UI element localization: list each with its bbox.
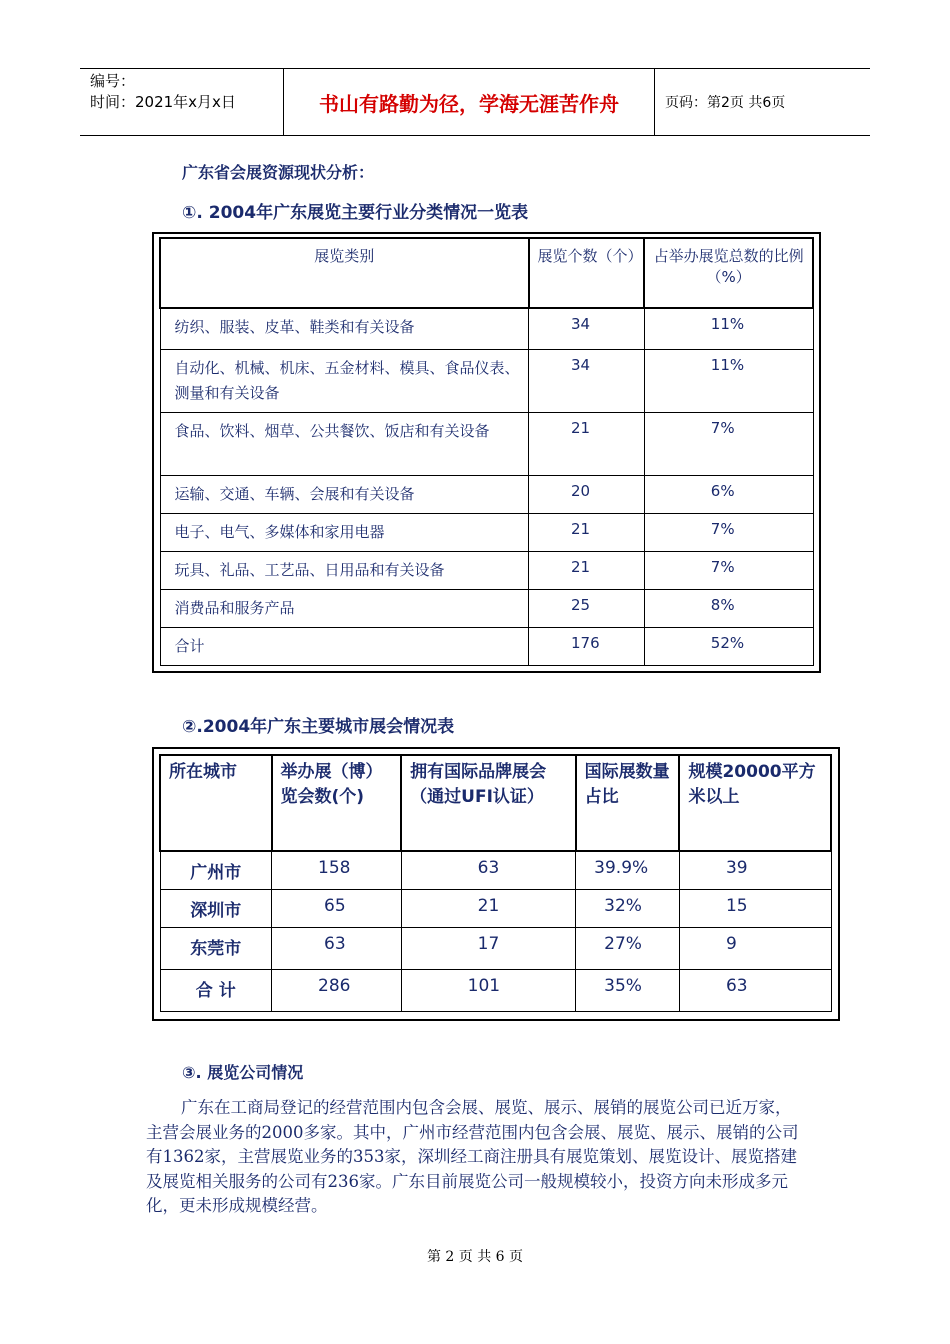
row-count: 34 (529, 308, 645, 349)
row-percent: 11% (644, 308, 813, 349)
row-ratio: 35% (576, 969, 680, 1011)
row-count: 176 (529, 627, 645, 665)
row-percent: 52% (644, 627, 813, 665)
row-ufi: 63 (401, 851, 576, 889)
header-meta (80, 69, 283, 135)
row-category: 电子、电气、多媒体和家用电器 (160, 513, 529, 551)
row-percent: 7% (644, 412, 813, 475)
row-city: 广州市 (160, 851, 272, 889)
row-fairs: 63 (272, 927, 402, 969)
row-ratio: 32% (576, 889, 680, 927)
table-row (160, 889, 831, 927)
row-fairs: 65 (272, 889, 402, 927)
row-count: 21 (529, 513, 645, 551)
row-city: 东莞市 (160, 927, 272, 969)
table1-title: ①. 2004年广东展览主要行业分类情况一览表 (182, 203, 529, 223)
row-count: 20 (529, 475, 645, 513)
industry-table (159, 237, 814, 666)
table-header-row (160, 238, 813, 308)
table2-title: ②.2004年广东主要城市展会情况表 (182, 717, 455, 737)
table-row (160, 412, 813, 475)
header-city: 所在城市 (160, 755, 272, 851)
row-category: 合计 (160, 627, 529, 665)
table-row (160, 308, 813, 349)
row-percent: 8% (644, 589, 813, 627)
header-date: 时间：2021年x月x日 (90, 93, 236, 111)
header-large: 规模20000平方米以上 (679, 755, 831, 851)
row-category: 消费品和服务产品 (160, 589, 529, 627)
row-large: 9 (679, 927, 831, 969)
header-ratio: 国际展数量占比 (576, 755, 680, 851)
header-ufi: 拥有国际品牌展会（通过UFI认证） (401, 755, 576, 851)
row-percent: 11% (644, 349, 813, 412)
header-motto: 书山有路勤为径，学海无涯苦作舟 (283, 69, 655, 135)
header-count: 展览个数（个） (529, 238, 645, 308)
header-category: 展览类别 (160, 238, 529, 308)
table-row (160, 475, 813, 513)
row-category: 玩具、礼品、工艺品、日用品和有关设备 (160, 551, 529, 589)
row-ufi: 101 (401, 969, 576, 1011)
row-ufi: 21 (401, 889, 576, 927)
row-count: 21 (529, 412, 645, 475)
page-header (80, 68, 870, 136)
table-row (160, 349, 813, 412)
row-percent: 6% (644, 475, 813, 513)
row-percent: 7% (644, 513, 813, 551)
table-row (160, 513, 813, 551)
row-category: 运输、交通、车辆、会展和有关设备 (160, 475, 529, 513)
row-category: 纺织、服装、皮革、鞋类和有关设备 (160, 308, 529, 349)
row-ufi: 17 (401, 927, 576, 969)
row-ratio: 27% (576, 927, 680, 969)
table-row (160, 589, 813, 627)
row-percent: 7% (644, 551, 813, 589)
table-row (160, 851, 831, 889)
header-page-info: 页码：第2页 共6页 (665, 95, 786, 111)
row-large: 63 (679, 969, 831, 1011)
row-fairs: 286 (272, 969, 402, 1011)
page-footer: 第 2 页 共 6 页 (426, 1249, 524, 1265)
row-city: 合 计 (160, 969, 272, 1011)
section-title: 广东省会展资源现状分析： (182, 163, 375, 182)
row-ratio: 39.9% (576, 851, 680, 889)
row-fairs: 158 (272, 851, 402, 889)
row-category: 食品、饮料、烟草、公共餐饮、饭店和有关设备 (160, 412, 529, 475)
row-count: 34 (529, 349, 645, 412)
section3-title: ③. 展览公司情况 (182, 1063, 304, 1082)
table-row (160, 927, 831, 969)
city-table (159, 754, 832, 1012)
row-large: 15 (679, 889, 831, 927)
paragraph-text: 广东在工商局登记的经营范围内包含会展、展览、展示、展销的展览公司已近万家，主营会展业务的2000多家。其中，广州市经营范围内包含会展、展览、展示、展销的公司有1362家，主营展览业务的353家，深圳经工商注册具有展览策划、展览设计、展览搭建及展览相关服务的公司有236家。广东目前展览公司一般规模较小，投资方向未形成多元化，更未形成规模经营。 (146, 1098, 799, 1215)
row-count: 25 (529, 589, 645, 627)
table-header-row (160, 755, 831, 851)
header-fairs: 举办展（博）览会数(个) (272, 755, 402, 851)
header-code-label: 编号： (90, 72, 136, 90)
row-large: 39 (679, 851, 831, 889)
row-category: 自动化、机械、机床、五金材料、模具、食品仪表、测量和有关设备 (160, 349, 529, 412)
table-total-row (160, 627, 813, 665)
header-percent: 占举办展览总数的比例（%） (644, 238, 813, 308)
table-total-row (160, 969, 831, 1011)
table-row (160, 551, 813, 589)
row-count: 21 (529, 551, 645, 589)
row-city: 深圳市 (160, 889, 272, 927)
body-paragraph (146, 1096, 806, 1219)
